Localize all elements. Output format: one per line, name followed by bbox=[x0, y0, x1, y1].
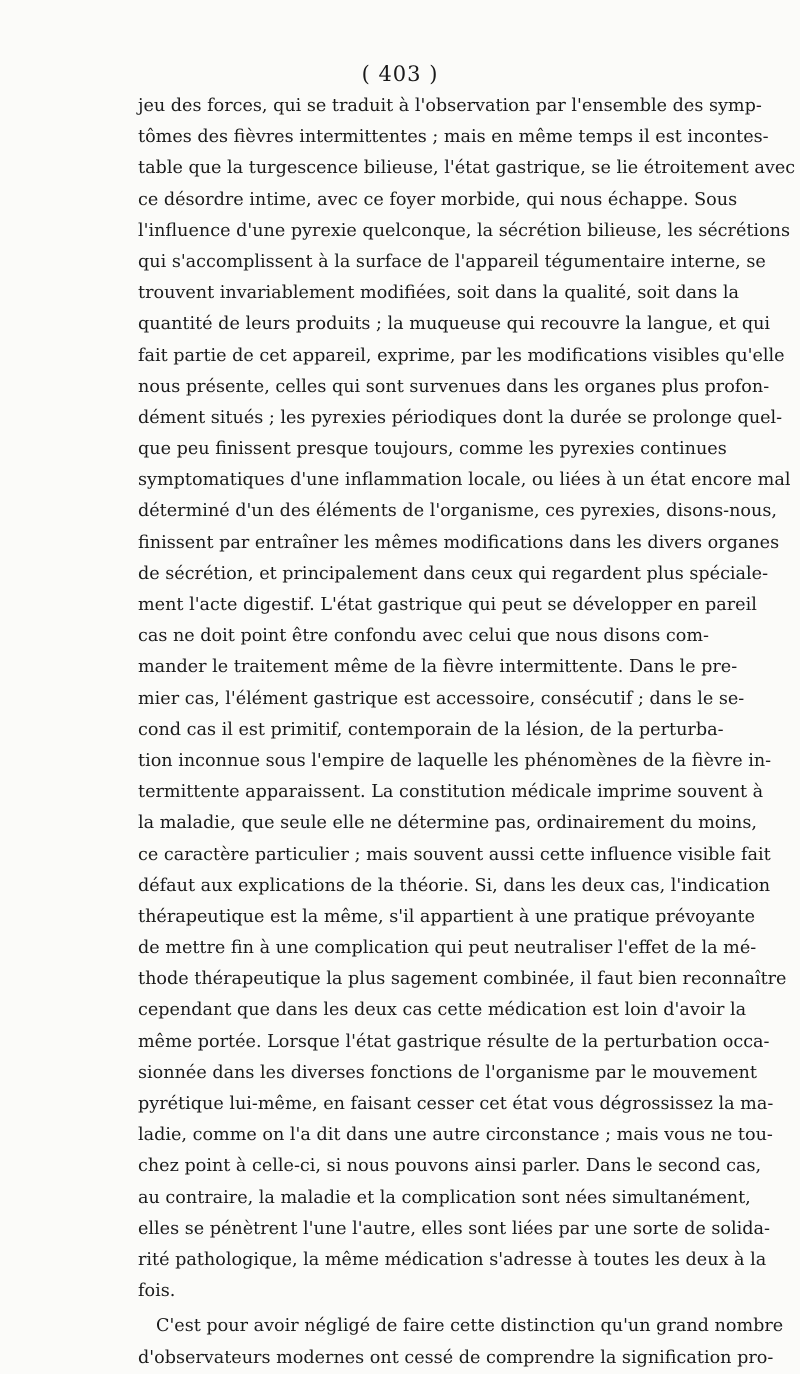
text-line: que peu finissent presque toujours, comme les pyrexies continues bbox=[138, 439, 727, 460]
paragraph bbox=[138, 1311, 784, 1373]
text-line: thérapeutique est la même, s'il appartient à une pratique prévoyante bbox=[138, 906, 755, 927]
text-line: au contraire, la maladie et la complication sont nées simultanément, bbox=[138, 1187, 751, 1208]
text-line: de sécrétion, et principalement dans ceux qui regardent plus spéciale- bbox=[138, 563, 769, 584]
paragraph bbox=[138, 91, 796, 1307]
text-line: trouvent invariablement modifiées, soit dans la qualité, soit dans la bbox=[138, 283, 740, 304]
text-line: fois. bbox=[138, 1281, 176, 1302]
text-line: l'influence d'une pyrexie quelconque, la sécrétion bilieuse, les sécrétions bbox=[138, 220, 791, 241]
text-line: quantité de leurs produits ; la muqueuse qui recouvre la langue, et qui bbox=[138, 314, 771, 335]
text-line: déterminé d'un des éléments de l'organisme, ces pyrexies, disons-nous, bbox=[138, 501, 777, 522]
text-line: même portée. Lorsque l'état gastrique résulte de la perturbation occa- bbox=[138, 1031, 770, 1052]
page-number: ( 403 ) bbox=[361, 62, 439, 86]
text-line: ce caractère particulier ; mais souvent aussi cette influence visible fait bbox=[138, 844, 771, 865]
text-line: symptomatiques d'une inflammation locale, ou liées à un état encore mal bbox=[138, 470, 791, 491]
text-line: mier cas, l'élément gastrique est accessoire, consécutif ; dans le se- bbox=[138, 688, 745, 709]
text-line: termittente apparaissent. La constitution médicale imprime souvent à bbox=[138, 782, 764, 803]
text-line: tômes des fièvres intermittentes ; mais en même temps il est incontes- bbox=[138, 127, 769, 148]
text-line: table que la turgescence bilieuse, l'état gastrique, se lie étroitement avec bbox=[138, 158, 796, 179]
text-line: cependant que dans les deux cas cette médication est loin d'avoir la bbox=[138, 1000, 747, 1021]
body-text bbox=[138, 91, 796, 1374]
text-line: finissent par entraîner les mêmes modifications dans les divers organes bbox=[138, 532, 780, 553]
text-line: elles se pénètrent l'une l'autre, elles sont liées par une sorte de solida- bbox=[138, 1218, 770, 1239]
text-line: cas ne doit point être confondu avec celui que nous disons com- bbox=[138, 626, 709, 647]
text-line: la maladie, que seule elle ne détermine pas, ordinairement du moins, bbox=[138, 813, 757, 834]
text-line: pyrétique lui-même, en faisant cesser cet état vous dégrossissez la ma- bbox=[138, 1094, 774, 1114]
text-line: ce désordre intime, avec ce foyer morbide, qui nous échappe. Sous bbox=[138, 189, 738, 210]
text-line: C'est pour avoir négligé de faire cette distinction qu'un grand nombre bbox=[156, 1316, 784, 1337]
text-line: qui s'accomplissent à la surface de l'appareil tégumentaire interne, se bbox=[138, 251, 766, 272]
text-line: ment l'acte digestif. L'état gastrique qui peut se développer en pareil bbox=[138, 595, 757, 615]
text-line: défaut aux explications de la théorie. Si, dans les deux cas, l'indication bbox=[138, 875, 771, 896]
text-line: chez point à celle-ci, si nous pouvons ainsi parler. Dans le second cas, bbox=[138, 1156, 762, 1177]
text-line: nous présente, celles qui sont survenues dans les organes plus profon- bbox=[138, 376, 770, 397]
text-line: rité pathologique, la même médication s'adresse à toutes les deux à la bbox=[138, 1249, 767, 1270]
text-line: de mettre fin à une complication qui peut neutraliser l'effet de la mé- bbox=[138, 938, 757, 959]
text-line: thode thérapeutique la plus sagement combinée, il faut bien reconnaître bbox=[138, 969, 787, 990]
text-line: cond cas il est primitif, contemporain de la lésion, de la perturba- bbox=[138, 719, 724, 740]
text-line: fait partie de cet appareil, exprime, par les modifications visibles qu'elle bbox=[138, 345, 785, 366]
text-line: ladie, comme on l'a dit dans une autre circonstance ; mais vous ne tou- bbox=[138, 1125, 773, 1146]
text-line: jeu des forces, qui se traduit à l'observation par l'ensemble des symp- bbox=[138, 96, 762, 116]
text-line: dément situés ; les pyrexies périodiques dont la durée se prolonge quel- bbox=[138, 407, 783, 428]
text-line: d'observateurs modernes ont cessé de comprendre la signification pro- bbox=[138, 1347, 774, 1368]
text-line: sionnée dans les diverses fonctions de l'organisme par le mouvement bbox=[138, 1062, 757, 1083]
text-line: tion inconnue sous l'empire de laquelle les phénomènes de la fièvre in- bbox=[138, 750, 772, 771]
text-line: mander le traitement même de la fièvre intermittente. Dans le pre- bbox=[138, 657, 738, 678]
